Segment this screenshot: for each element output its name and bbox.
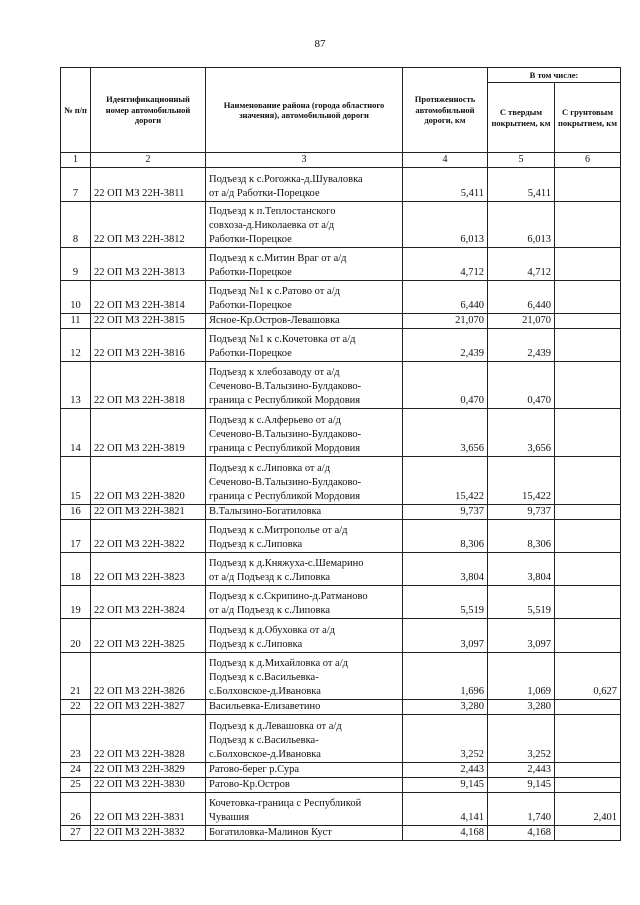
table-row [61,553,621,586]
road-id: 22 ОП МЗ 22Н-3812 [91,202,206,248]
road-name [206,826,403,841]
row-number: 25 [61,778,91,793]
road-name-line: граница с Республикой Мордовия [209,491,361,502]
length-total: 9,737 [403,505,488,520]
row-number: 19 [61,586,91,619]
table-row [61,248,621,281]
row-number: 22 [61,700,91,715]
table-row [61,168,621,202]
length-total: 8,306 [403,520,488,553]
road-name [206,763,403,778]
length-soil-surface [555,457,621,505]
page-number: 87 [314,38,326,50]
road-name-line: от а/д Работки-Порецкое [209,188,320,199]
table-row [61,202,621,248]
length-total: 3,252 [403,715,488,763]
table-row [61,619,621,653]
road-id: 22 ОП МЗ 22Н-3832 [91,826,206,841]
length-hard-surface: 5,411 [488,168,555,202]
length-total: 3,656 [403,409,488,457]
road-id: 22 ОП МЗ 22Н-3818 [91,362,206,409]
length-total: 3,097 [403,619,488,653]
road-name-line: Подъезд к п.Теплостанского [209,206,336,217]
road-name-line: с.Болховское-д.Ивановка [209,749,321,760]
road-name-line: Подъезд к с.Алферьево от а/д [209,415,342,426]
length-soil-surface [555,329,621,362]
road-registry-table [60,67,621,841]
road-name-line: Подъезд к с.Васильевка- [209,672,319,683]
road-id: 22 ОП МЗ 22Н-3816 [91,329,206,362]
length-soil-surface [555,409,621,457]
road-name [206,329,403,362]
road-name-line: Подъезд к с.Липовка от а/д [209,463,331,474]
row-number: 13 [61,362,91,409]
road-name-line: Работки-Порецкое [209,267,292,278]
table-row [61,329,621,362]
road-name [206,715,403,763]
table-row [61,457,621,505]
row-number: 16 [61,505,91,520]
length-hard-surface: 4,712 [488,248,555,281]
length-hard-surface: 21,070 [488,314,555,329]
road-id: 22 ОП МЗ 22Н-3826 [91,653,206,700]
header-hard-surface: С твердым покрытием, км [488,83,555,153]
road-id: 22 ОП МЗ 22Н-3811 [91,168,206,202]
length-soil-surface [555,715,621,763]
road-name [206,520,403,553]
road-name-line: Подъезд к с.Митин Враг от а/д [209,253,347,264]
row-number: 17 [61,520,91,553]
length-total: 9,145 [403,778,488,793]
row-number: 24 [61,763,91,778]
road-name-line: Подъезд к д.Михайловка от а/д [209,658,348,669]
length-soil-surface: 2,401 [555,793,621,826]
length-hard-surface: 5,519 [488,586,555,619]
length-hard-surface: 9,737 [488,505,555,520]
road-name-line: с.Болховское-д.Ивановка [209,686,321,697]
road-name-line: Ратово-берег р.Сура [209,764,300,775]
road-name-line: В.Талызино-Богатиловка [209,506,322,517]
header-length: Протяженность автомобильной дороги, км [403,68,488,153]
road-id: 22 ОП МЗ 22Н-3824 [91,586,206,619]
road-id: 22 ОП МЗ 22Н-3819 [91,409,206,457]
length-total: 5,519 [403,586,488,619]
road-id: 22 ОП МЗ 22Н-3825 [91,619,206,653]
length-soil-surface: 0,627 [555,653,621,700]
table-body [61,168,621,841]
road-name [206,619,403,653]
length-total: 6,440 [403,281,488,314]
table-row [61,700,621,715]
road-name-line: Подъезд к с.Васильевка- [209,735,319,746]
table-row [61,586,621,619]
road-id: 22 ОП МЗ 22Н-3823 [91,553,206,586]
row-number: 18 [61,553,91,586]
road-name-line: Ратово-Кр.Остров [209,779,290,790]
length-total: 3,280 [403,700,488,715]
table-row [61,409,621,457]
road-id: 22 ОП МЗ 22Н-3831 [91,793,206,826]
road-name-line: Васильевка-Елизаветино [209,701,321,712]
road-id: 22 ОП МЗ 22Н-3829 [91,763,206,778]
road-name [206,586,403,619]
table-row [61,314,621,329]
table-row [61,362,621,409]
header-group-including: В том числе: [488,68,621,83]
length-soil-surface [555,520,621,553]
length-soil-surface [555,763,621,778]
length-total: 0,470 [403,362,488,409]
length-hard-surface: 1,069 [488,653,555,700]
length-hard-surface: 3,656 [488,409,555,457]
road-name [206,553,403,586]
road-name [206,409,403,457]
row-number: 11 [61,314,91,329]
length-hard-surface: 3,804 [488,553,555,586]
length-hard-surface: 3,252 [488,715,555,763]
length-hard-surface: 3,097 [488,619,555,653]
length-hard-surface: 9,145 [488,778,555,793]
column-number: 5 [488,153,555,168]
length-hard-surface: 2,439 [488,329,555,362]
length-total: 5,411 [403,168,488,202]
road-name [206,505,403,520]
road-name-line: Подъезд к с.Липовка [209,539,303,550]
length-soil-surface [555,700,621,715]
road-id: 22 ОП МЗ 22Н-3821 [91,505,206,520]
table-row [61,520,621,553]
road-id: 22 ОП МЗ 22Н-3814 [91,281,206,314]
length-hard-surface: 8,306 [488,520,555,553]
road-name-line: Подъезд к д.Княжуха-с.Шемарино [209,558,364,569]
row-number: 9 [61,248,91,281]
row-number: 12 [61,329,91,362]
road-name-line: Сеченово-В.Талызино-Булдаково- [209,429,362,440]
header-number: № п/п [61,68,91,153]
table-row [61,826,621,841]
row-number: 15 [61,457,91,505]
road-name-line: Работки-Порецкое [209,234,292,245]
road-id: 22 ОП МЗ 22Н-3815 [91,314,206,329]
road-name [206,653,403,700]
column-number: 3 [206,153,403,168]
header-soil-surface: С грунтовым покрытием, км [555,83,621,153]
length-soil-surface [555,281,621,314]
table-row [61,763,621,778]
row-number: 10 [61,281,91,314]
row-number: 14 [61,409,91,457]
road-name [206,793,403,826]
table-row [61,653,621,700]
length-total: 2,443 [403,763,488,778]
road-name-line: Богатиловка-Малинов Куст [209,827,332,838]
road-name-line: Ясное-Кр.Остров-Левашовка [209,315,340,326]
length-hard-surface: 1,740 [488,793,555,826]
road-name [206,314,403,329]
length-hard-surface: 6,440 [488,281,555,314]
road-name-line: от а/д Подъезд к с.Липовка [209,605,331,616]
length-total: 1,696 [403,653,488,700]
row-number: 20 [61,619,91,653]
road-name-line: Подъезд №1 к с.Кочетовка от а/д [209,334,356,345]
length-soil-surface [555,619,621,653]
road-id: 22 ОП МЗ 22Н-3830 [91,778,206,793]
length-total: 4,141 [403,793,488,826]
road-name-line: граница с Республикой Мордовия [209,395,361,406]
road-name [206,248,403,281]
length-total: 2,439 [403,329,488,362]
road-name-line: Работки-Порецкое [209,348,292,359]
header-road-name: Наименование района (города областного значения), автомобильной дороги [206,68,403,153]
length-hard-surface: 3,280 [488,700,555,715]
length-total: 21,070 [403,314,488,329]
length-total: 4,168 [403,826,488,841]
road-name-line: граница с Республикой Мордовия [209,443,361,454]
road-name-line: Работки-Порецкое [209,300,292,311]
length-soil-surface [555,314,621,329]
road-name-line: от а/д Подъезд к с.Липовка [209,572,331,583]
road-name-line: Сеченово-В.Талызино-Булдаково- [209,381,362,392]
road-name-line: Подъезд к с.Скрипино-д.Ратманово [209,591,368,602]
road-name [206,281,403,314]
road-name-line: Подъезд к д.Левашовка от а/д [209,721,342,732]
road-id: 22 ОП МЗ 22Н-3822 [91,520,206,553]
table-row [61,715,621,763]
row-number: 21 [61,653,91,700]
road-name [206,778,403,793]
road-name-line: Подъезд к с.Митрополье от а/д [209,525,348,536]
length-total: 15,422 [403,457,488,505]
table-row [61,505,621,520]
length-total: 3,804 [403,553,488,586]
road-name-line: Чувашия [209,812,250,823]
row-number: 26 [61,793,91,826]
row-number: 7 [61,168,91,202]
road-name [206,457,403,505]
length-soil-surface [555,553,621,586]
road-name-line: Сеченово-В.Талызино-Булдаково- [209,477,362,488]
column-number: 1 [61,153,91,168]
road-name-line: Подъезд к с.Рогожка-д.Шуваловка [209,174,363,185]
road-name-line: совхоза-д.Николаевка от а/д [209,220,335,231]
length-soil-surface [555,362,621,409]
road-name [206,202,403,248]
road-name [206,168,403,202]
length-hard-surface: 6,013 [488,202,555,248]
road-name-line: Кочетовка-граница с Республикой [209,798,362,809]
road-name-line: Подъезд к д.Обуховка от а/д [209,625,336,636]
length-hard-surface: 0,470 [488,362,555,409]
table-row [61,281,621,314]
road-id: 22 ОП МЗ 22Н-3828 [91,715,206,763]
column-number: 6 [555,153,621,168]
length-hard-surface: 4,168 [488,826,555,841]
row-number: 23 [61,715,91,763]
length-soil-surface [555,778,621,793]
road-id: 22 ОП МЗ 22Н-3820 [91,457,206,505]
column-number: 2 [91,153,206,168]
road-name [206,700,403,715]
road-name-line: Подъезд №1 к с.Ратово от а/д [209,286,340,297]
length-total: 6,013 [403,202,488,248]
length-soil-surface [555,586,621,619]
table-row [61,778,621,793]
road-name-line: Подъезд к с.Липовка [209,639,303,650]
length-total: 4,712 [403,248,488,281]
column-number: 4 [403,153,488,168]
road-name-line: Подъезд к хлебозаводу от а/д [209,367,340,378]
length-soil-surface [555,505,621,520]
header-road-id: Идентификационный номер автомобильной дороги [91,68,206,153]
road-id: 22 ОП МЗ 22Н-3813 [91,248,206,281]
row-number: 27 [61,826,91,841]
row-number: 8 [61,202,91,248]
length-soil-surface [555,202,621,248]
road-id: 22 ОП МЗ 22Н-3827 [91,700,206,715]
length-hard-surface: 15,422 [488,457,555,505]
length-soil-surface [555,826,621,841]
length-soil-surface [555,248,621,281]
table-row [61,793,621,826]
road-name [206,362,403,409]
length-hard-surface: 2,443 [488,763,555,778]
length-soil-surface [555,168,621,202]
